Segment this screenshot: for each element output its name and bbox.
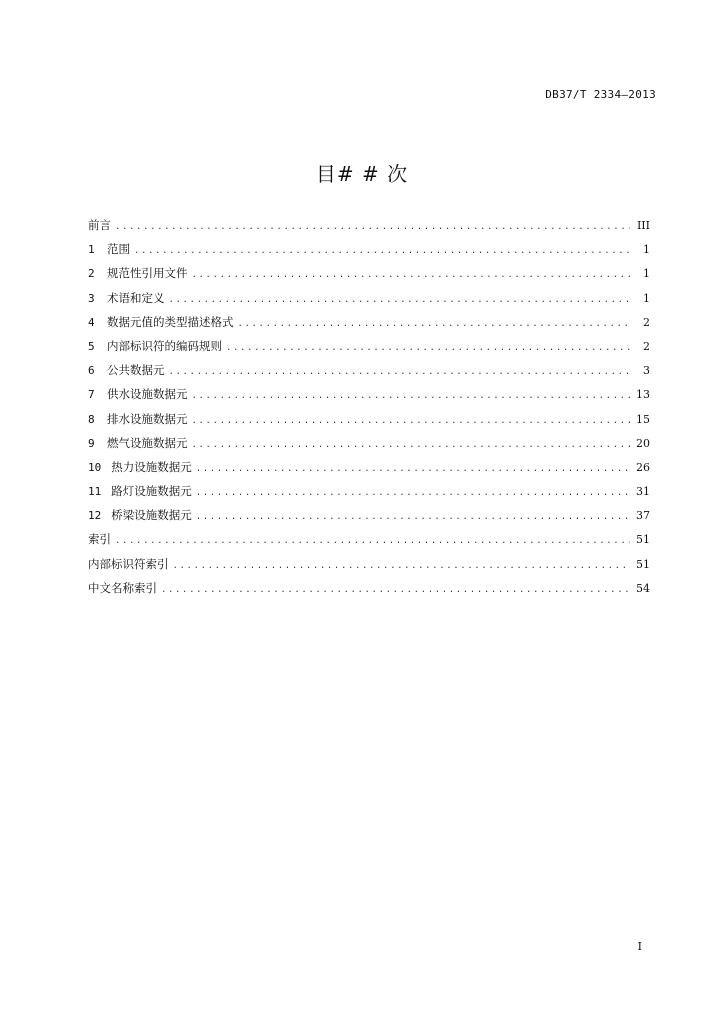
toc-entry[interactable]: [88, 483, 650, 507]
toc-leader-dots: [196, 464, 630, 474]
toc-entry-page: 37: [636, 509, 650, 523]
toc-entry-page: 54: [636, 581, 650, 595]
toc-entry-number: 10: [88, 460, 102, 474]
toc-entry-number: 12: [88, 509, 102, 523]
toc-entry-label: 公共数据元: [107, 363, 165, 378]
toc-entry[interactable]: [88, 531, 650, 555]
toc-leader-dots: [192, 440, 631, 450]
page-title: 目# # 次: [315, 162, 409, 186]
toc-leader-dots: [196, 488, 630, 498]
toc-leader-dots: [169, 295, 631, 305]
toc-entry[interactable]: [88, 362, 650, 386]
toc-entry[interactable]: [88, 435, 650, 459]
toc-entry[interactable]: [88, 580, 650, 604]
toc-entry-number: 8: [88, 412, 95, 426]
toc-entry-page: 1: [643, 291, 650, 305]
toc-entry[interactable]: [88, 386, 650, 410]
toc-entry[interactable]: [88, 290, 650, 314]
toc-entry-number: 5: [88, 339, 95, 353]
toc-entry-number: 1: [88, 243, 95, 257]
toc-entry-label: 数据元值的类型描述格式: [107, 314, 234, 329]
page-number: I: [637, 940, 642, 953]
toc-entry-label: 内部标识符索引: [88, 556, 169, 571]
toc-leader-dots: [115, 536, 630, 546]
toc-entry-label: 术语和定义: [107, 290, 165, 305]
toc-entry-page: 31: [636, 485, 650, 499]
toc-entry[interactable]: [88, 241, 650, 265]
toc-entry[interactable]: [88, 459, 650, 483]
toc-entry-number: 11: [88, 485, 102, 499]
toc-entry-label: 规范性引用文件: [107, 266, 188, 281]
toc-entry[interactable]: [88, 338, 650, 362]
toc-entry[interactable]: [88, 556, 650, 580]
toc-entry-label: 路灯设施数据元: [111, 484, 192, 499]
toc-entry-number: 7: [88, 388, 95, 402]
toc-entry-page: 1: [643, 243, 650, 257]
toc-entry-page: 15: [636, 412, 650, 426]
toc-leader-dots: [196, 512, 630, 522]
toc-entry-page: 51: [636, 557, 650, 571]
toc-entry-label: 前言: [88, 218, 111, 232]
toc-entry-number: 9: [88, 436, 95, 450]
toc-entry[interactable]: [88, 314, 650, 338]
toc-leader-dots: [192, 391, 631, 401]
toc-entry[interactable]: [88, 217, 650, 241]
toc-entry-number: 4: [88, 315, 95, 329]
toc-entry-page: 20: [636, 436, 650, 450]
toc-entry-number: 6: [88, 364, 95, 378]
toc-entry-page: 51: [636, 533, 650, 547]
toc-leader-dots: [173, 561, 631, 571]
toc-entry-label: 中文名称索引: [88, 580, 157, 595]
toc-leader-dots: [192, 416, 631, 426]
toc-entry-page: III: [636, 219, 650, 232]
toc-leader-dots: [161, 585, 630, 595]
document-code: DB37/T 2334—2013: [545, 88, 656, 101]
toc-leader-dots: [226, 343, 630, 353]
toc-entry-label: 燃气设施数据元: [107, 435, 188, 450]
toc-entry[interactable]: [88, 265, 650, 289]
toc-entry-page: 13: [636, 388, 650, 402]
toc-entry-label: 排水设施数据元: [107, 411, 188, 426]
toc-entry-page: 26: [636, 460, 650, 474]
toc-entry-number: 2: [88, 267, 95, 281]
toc-leader-dots: [115, 222, 630, 232]
table-of-contents: [88, 217, 650, 604]
toc-entry-page: 3: [643, 364, 650, 378]
toc-entry-label: 内部标识符的编码规则: [107, 338, 222, 353]
toc-entry[interactable]: [88, 507, 650, 531]
toc-entry-page: 2: [643, 339, 650, 353]
toc-entry-label: 供水设施数据元: [107, 387, 188, 402]
toc-entry-number: 3: [88, 291, 95, 305]
toc-leader-dots: [192, 270, 631, 280]
toc-entry-label: 热力设施数据元: [111, 459, 192, 474]
toc-entry-label: 桥梁设施数据元: [111, 508, 192, 523]
toc-leader-dots: [134, 246, 630, 256]
toc-entry[interactable]: [88, 411, 650, 435]
toc-entry-page: 1: [643, 267, 650, 281]
toc-leader-dots: [238, 319, 631, 329]
toc-entry-label: 范围: [107, 242, 130, 257]
toc-entry-page: 2: [643, 315, 650, 329]
toc-entry-label: 索引: [88, 532, 111, 547]
toc-leader-dots: [169, 367, 631, 377]
